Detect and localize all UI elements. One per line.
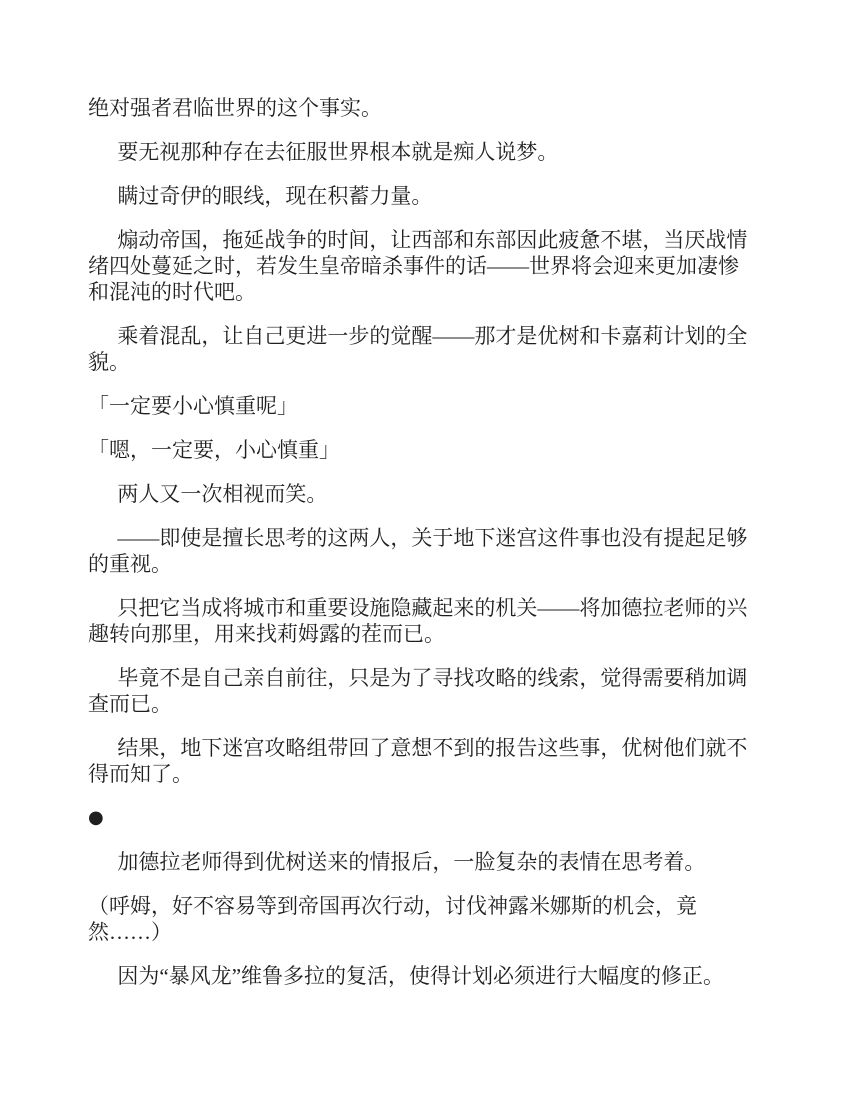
paragraph: 煽动帝国，拖延战争的时间，让西部和东部因此疲惫不堪，当厌战情绪四处蔓延之时，若发生皇帝暗杀事件的话——世界将会迎来更加凄惨和混沌的时代吧。: [88, 228, 748, 304]
paragraph-dialogue: 「嗯，一定要，小心慎重」: [88, 438, 340, 462]
paragraph: 两人又一次相视而笑。: [117, 482, 328, 506]
paragraph: ——即使是擅长思考的这两人，关于地下迷宫这件事也没有提起足够的重视。: [88, 526, 748, 576]
paragraph-thought: （呼姆，好不容易等到帝国再次行动，讨伐神露米娜斯的机会，竟然……）: [88, 894, 697, 944]
paragraph: 乘着混乱，让自己更进一步的觉醒——那才是优树和卡嘉莉计划的全貌。: [88, 324, 748, 374]
paragraph: 瞒过奇伊的眼线，现在积蓄力量。: [117, 184, 433, 208]
paragraph: 加德拉老师得到优树送来的情报后，一脸复杂的表情在思考着。: [117, 850, 706, 874]
paragraph: 要无视那种存在去征服世界根本就是痴人说梦。: [117, 140, 559, 164]
paragraph: 结果，地下迷宫攻略组带回了意想不到的报告这些事，优树他们就不得而知了。: [88, 736, 748, 786]
ebook-text-page: [88, 95, 758, 1007]
paragraph: 只把它当成将城市和重要设施隐藏起来的机关——将加德拉老师的兴趣转向那里，用来找莉姆露的茬而已。: [88, 596, 748, 646]
paragraph: 毕竟不是自己亲自前往，只是为了寻找攻略的线索，觉得需要稍加调查而已。: [88, 666, 748, 716]
paragraph-dialogue: 「一定要小心慎重呢」: [88, 394, 298, 418]
paragraph: 绝对强者君临世界的这个事实。: [88, 96, 382, 120]
paragraph: 因为“暴风龙”维鲁多拉的复活，使得计划必须进行大幅度的修正。: [117, 964, 725, 988]
section-break-bullet: ●: [88, 807, 104, 828]
